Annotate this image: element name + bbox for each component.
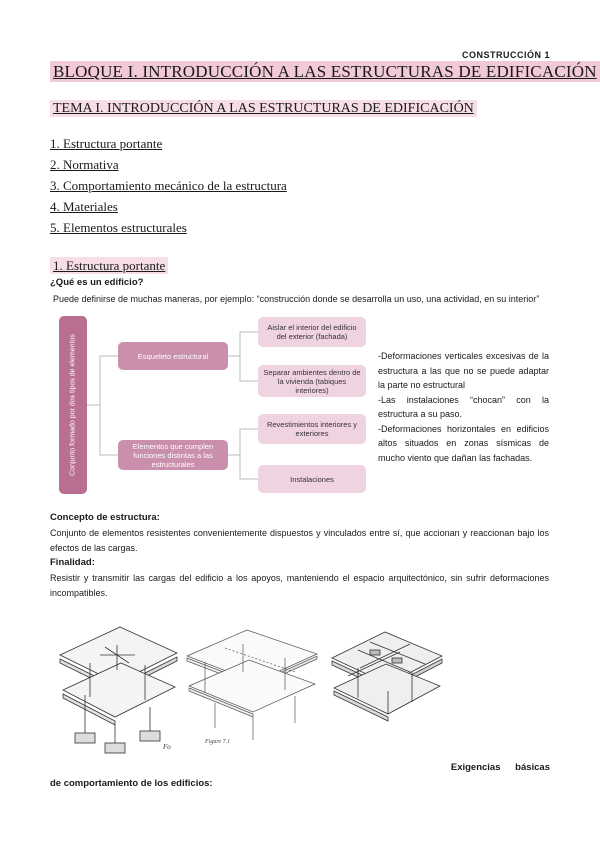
diagram-leaf-label: Separar ambientes dentro de la vivienda (tabiques interiores) [263,367,361,395]
course-header: CONSTRUCCIÓN 1 [461,50,550,60]
diagram-leaf-label: Revestimientos interiores y exteriores [266,420,358,438]
structure-figure-slabs-columns [55,615,180,755]
tema-title [50,101,477,117]
diagram-mid-label: Elementos que cumplen funciones distintas a las estructurales [132,441,214,469]
toc-item[interactable]: 1. Estructura portante [50,136,163,151]
diagram-root-box [59,316,87,494]
diagram-root-label: Conjunto formado por dos tipos de elementos [69,334,77,476]
toc-item[interactable]: 4. Materiales [50,199,118,214]
block-title [50,62,600,82]
question-heading: ¿Qué es un edificio? [50,277,144,288]
diagram-leaf-box [258,317,366,347]
side-note-item: -Las instalaciones “chocan” con la estructura a su paso. [378,394,549,419]
side-note-item: -Deformaciones horizontales en edificios altos situados en zonas sísmicas de mucho viento que dañan las fachadas. [378,423,549,463]
diagram-leaf-label: Aislar el interior del edificio del exterior (fachada) [267,323,357,341]
diagram-leaf-box [258,365,366,397]
table-of-contents [50,133,287,238]
figure-label: Fo [163,743,171,751]
structure-figure-frame [185,628,320,746]
exigencias-heading-line1: Exigencias básicas [450,762,550,773]
finalidad-heading: Finalidad: [50,557,95,568]
concepto-text: Conjunto de elementos resistentes convenientemente dispuestos y vinculados entre sí, que accionan y reaccionan bajo los efectos de las cargas. [50,528,549,553]
figure-caption: Figure 7.1 [205,739,231,745]
diagram-leaf-box [258,465,366,493]
definition-text: Puede definirse de muchas maneras, por ejemplo: “construcción donde se desarrolla un uso, una actividad, en su interior” [53,294,540,304]
diagram-leaf-label: Instalaciones [290,474,334,484]
structure-figure-waffle-slab [330,628,445,728]
section-heading [50,258,168,274]
section-heading-text: 1. Estructura portante [50,257,168,274]
diagram-mid-box [118,440,228,470]
toc-item[interactable]: 2. Normativa [50,157,119,172]
diagram-mid-box [118,342,228,370]
toc-item[interactable]: 5. Elementos estructurales [50,220,187,235]
diagram-mid-label: Esqueleto estructural [137,351,209,361]
toc-item[interactable]: 3. Comportamiento mecánico de la estructura [50,178,287,193]
finalidad-text: Resistir y transmitir las cargas del edificio a los apoyos, manteniendo el espacio arquitectónico, sin sufrir deformaciones incompatibles. [50,573,549,598]
tema-title-text: TEMA I. INTRODUCCIÓN A LAS ESTRUCTURAS DE EDIFICACIÓN [50,100,477,117]
block-title-text: BLOQUE I. INTRODUCCIÓN A LAS ESTRUCTURAS DE EDIFICACIÓN [50,61,600,82]
side-note-item: -Deformaciones verticales excesivas de la estructura a las que no se puede adaptar la parte no estructural [378,351,549,390]
side-notes [378,349,549,465]
exigencias-heading-line2: de comportamiento de los edificios: [50,778,213,789]
diagram-leaf-box [258,414,366,444]
concepto-heading: Concepto de estructura: [50,512,160,523]
